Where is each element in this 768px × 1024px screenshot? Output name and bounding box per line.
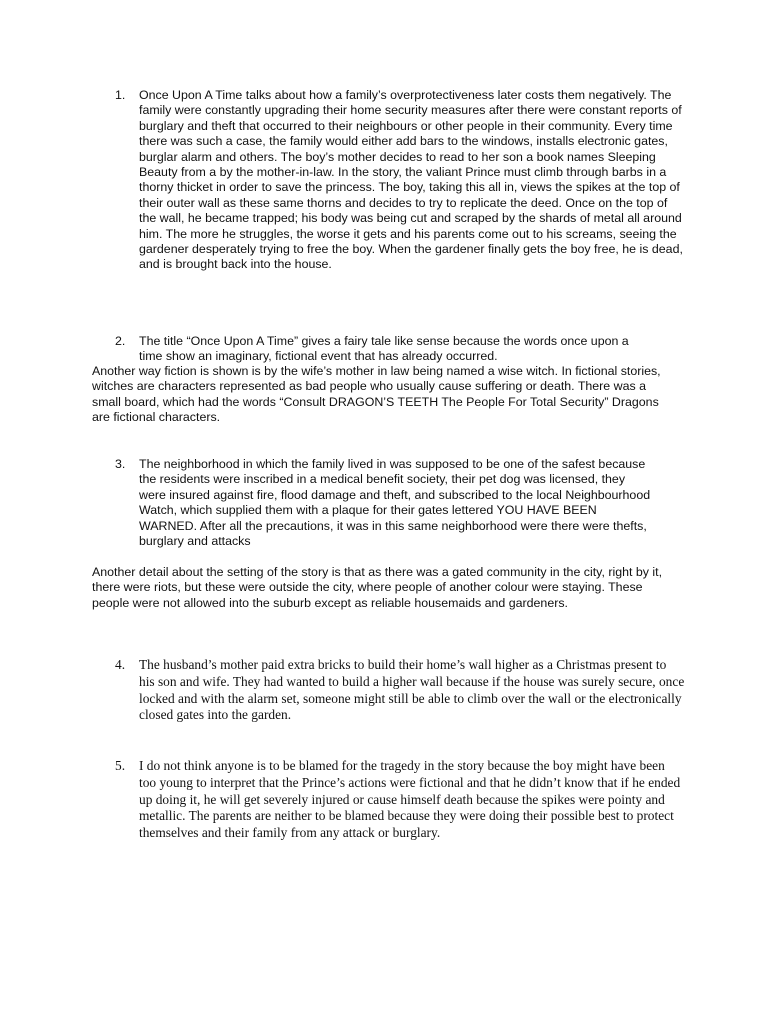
- list-item-number: 2.: [115, 334, 126, 348]
- list-item-text: Once Upon A Time talks about how a family’s overprotectiveness later costs them negatively. The family were constantly upgrading their home security measures after there were constant reports of burglary and theft that occurred to their neighbours or other people in their community. Every time there was such a case, the family would either add bars to the windows, installs electronic gates, burglar alarm and others. The boy’s mother decides to read to her son a book names Sleeping Beauty from a by the mother-in-law. In the story, the valiant Prince must climb through barbs in a thorny thicket in order to save the princess. The boy, taking this all in, views the spikes at the top of their outer wall as these same thorns and decides to try to replicate the deed. Once on the top of the wall, he became trapped; his body was being cut and scraped by the shards of metal all around him. The more he struggles, the worse it gets and his parents come out to his screams, seeing the gardener desperately trying to free the boy. When the gardener finally gets the boy free, he is dead, and is brought back into the house.: [139, 88, 683, 272]
- list-item: [115, 758, 685, 842]
- list-item-text: I do not think anyone is to be blamed for the tragedy in the story because the boy might have been too young to interpret that the Prince’s actions were fictional and that he didn’t know that if he ended up doing it, he will get severely injured or cause himself death because the spikes were pointy and metallic. The parents are neither to be blamed because they were doing their possible best to protect themselves and their family from any attack or burglary.: [139, 758, 681, 841]
- list-item-number: 5.: [115, 758, 126, 773]
- list-item-number: 1.: [115, 88, 126, 102]
- list-item: [115, 334, 655, 365]
- list-item-text: The neighborhood in which the family lived in was supposed to be one of the safest because the residents were inscribed in a medical benefit society, their pet dog was licensed, they were insured against fire, flood damage and theft, and subscribed to the local Neighbourhood Watch, which supplied them with a plaque for their gates lettered YOU HAVE BEEN WARNED. After all the precautions, it was in this same neighborhood were there were thefts, burglary and attacks: [139, 457, 651, 549]
- list-item-text: The husband’s mother paid extra bricks to build their home’s wall higher as a Christmas present to his son and wife. They had wanted to build a higher wall because if the house was surely secure, once locked and with the alarm set, someone might still be able to climb over the wall or the electronically closed gates into the garden.: [139, 657, 685, 723]
- list-item: [115, 657, 685, 724]
- list-item: [115, 88, 685, 273]
- paragraph: Another detail about the setting of the story is that as there was a gated community in the city, right by it, there were riots, but these were outside the city, where people of another colour were staying. These people were not allowed into the suburb except as reliable housemaids and gardeners.: [92, 565, 663, 610]
- list-item: [115, 457, 655, 549]
- list-item-number: 3.: [115, 457, 126, 471]
- paragraph: Another way fiction is shown is by the wife’s mother in law being named a wise witch. In fictional stories, witches are characters represented as bad people who usually cause suffering or death. There was a small board, which had the words “Consult DRAGON’S TEETH The People For Total Security” Dragons are fictional characters.: [92, 364, 661, 425]
- list-item-number: 4.: [115, 657, 126, 672]
- list-item-text: The title “Once Upon A Time” gives a fairy tale like sense because the words once upon a time show an imaginary, fictional event that has already occurred.: [139, 334, 629, 364]
